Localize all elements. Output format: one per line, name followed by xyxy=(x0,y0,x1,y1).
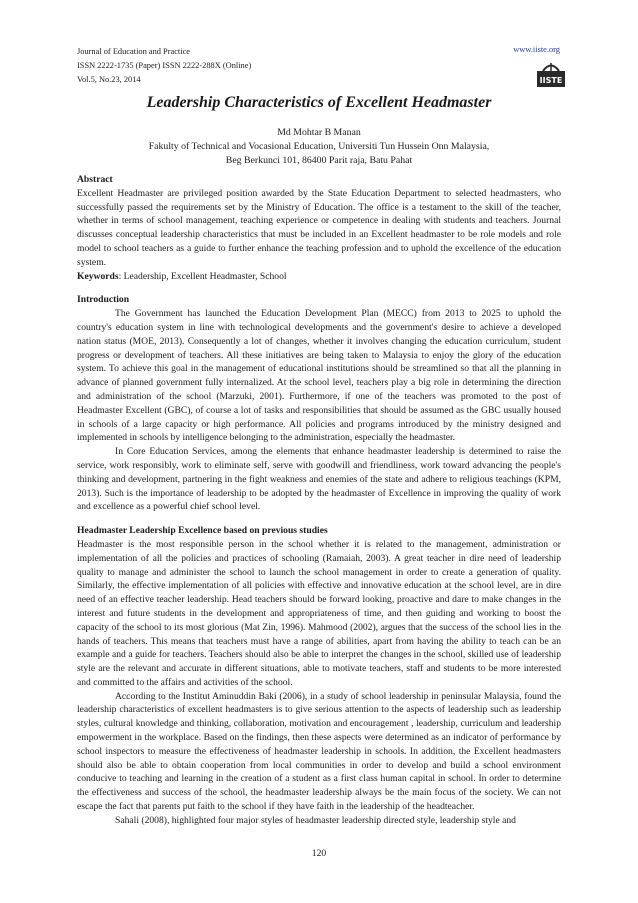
paper-title: Leadership Characteristics of Excellent Headmaster xyxy=(146,94,492,111)
page-number: 120 xyxy=(311,848,327,859)
author-affiliation: Fakulty of Technical and Vocasional Education, Universiti Tun Hussein Onn Malaysia, xyxy=(148,141,490,152)
paper-body xyxy=(77,173,561,828)
keywords-line xyxy=(77,270,561,284)
abstract-heading: Abstract xyxy=(77,174,113,185)
introduction-paragraph: In Core Education Services, among the elements that enhance headmaster leadership is determined to raise the service, work responsibly, work to eliminate self, serve with goodwill and friendliness, work toward advancing the people's thinking and development, partnering in the fight weakness and enemies of the state and adhere to religious teachings (KPM, 2013). Such is the importance of leadership to be adopted by the headmaster of Excellence in improving the quality of work and excellence as a powerful chief school level. xyxy=(77,446,561,513)
author-name: Md Mohtar B Manan xyxy=(277,127,361,138)
abstract-text: Excellent Headmaster are privileged position awarded by the State Education Department to selected headmasters, who successfully passed the requirements set by the Ministry of Education. The office is a testament to the skill of the teacher, whether in terms of school management, teaching experience or competence in dealing with students and teachers. Journal discusses conceptual leadership characteristics that must be included in an Excellent headmaster to be role models and role model to school teachers as a guide to further enhance the teaching profession and to uphold the excellence of the education system. xyxy=(77,187,561,268)
introduction-paragraph: The Government has launched the Education Development Plan (MECC) from 2013 to 2025 to uphold the country's education system in line with technological developments and the government's desire to achieve a developed nation status (MOE, 2013). Consequently a lot of changes, whether it involves changing the education curriculum, student progress or development of teachers. All these initiatives are being taken to Malaysia to enjoy the glory of the education system. To achieve this goal in the management of educational institutions should be streamlined so that all the planning in advance of planned government fully internalized. At the school level, teachers play a big role in determining the direction and administration of the school (Marzuki, 2001). Furthermore, if one of the teachers was promoted to the post of Headmaster Excellent (GBC), of course a lot of tasks and responsibilities that should be assumed as the GBC usually housed in schools of a large capacity or high performance. All policies and programs introduced by the ministry designed and implemented in schools by intelligence belonging to the administration, especially the headmaster. xyxy=(77,308,561,444)
logo-text: IISTE xyxy=(539,76,563,85)
journal-header xyxy=(77,45,251,87)
section-paragraph: According to the Institut Aminuddin Baki (2006), in a study of school leadership in peninsular Malaysia, found the leadership characteristics of excellent headmasters is to give serious attention to the aspects of leadership such as leadership styles, cultural knowledge and thinking, collaboration, motivation and encouragement , leadership, curriculum and leadership empowerment in the workplace. Based on the findings, then these aspects were determined as an indicator of performance by school inspectors to measure the effectiveness of headmaster leadership in schools. In addition, the Excellent headmasters should also be able to obtain cooperation from local communities in order to develop and build a school environment conducive to teaching and learning in the creation of a student as a first class human capital in school. In order to determine the effectiveness and success of the school, the headmaster leadership always be the main focus of the society. We can not escape the fact that parents put faith to the school if they have faith in the leadership of the headteacher. xyxy=(77,690,561,813)
keywords-text: : Leadership, Excellent Headmaster, School xyxy=(118,270,287,282)
journal-issn: ISSN 2222-1735 (Paper) ISSN 2222-288X (Online) xyxy=(77,61,252,70)
author-address: Beg Berkunci 101, 86400 Parit raja, Batu Pahat xyxy=(225,155,413,166)
section-paragraph: Headmaster is the most responsible person in the school whether it is related to the management, administration or implementation of all the policies and practices of schooling (Ramaiah, 2003). A great teacher in dire need of leadership quality to manage and administer the school to launch the school management in order to create a generation of quality. Similarly, the effective implementation of all policies with effective and innovative education at the school level, are in dire need of an effective teacher leadership. Head teachers should be forward looking, proactive and dare to make changes in the interest and future students in the development and appropriateness of time, and then guiding and working to boost the capacity of the school to its most glorious (Mat Zin, 1996). Mahmood (2002), argues that the success of the school lies in the hands of teachers. This means that teachers must have a range of abilities, apart from having the ability to teach can be an example and a guide for teachers. Teachers should also be able to interpret the changes in the school, skilled use of leadership style are the relevant and accurate in different situations, able to motivate teachers, staff and students to be more interested and committed to the affairs and activities of the school. xyxy=(77,538,561,688)
introduction-heading: Introduction xyxy=(77,294,130,306)
iiste-logo xyxy=(535,62,567,88)
section-heading: Headmaster Leadership Excellence based on previous studies xyxy=(77,525,328,537)
journal-volume: Vol.5, No.23, 2014 xyxy=(77,75,141,84)
section-paragraph: Sahali (2008), highlighted four major styles of headmaster leadership directed style, leadership style and xyxy=(115,814,516,826)
keywords-label: Keywords xyxy=(77,270,119,282)
author-block xyxy=(0,126,638,168)
journal-name: Journal of Education and Practice xyxy=(77,47,191,56)
journal-url-link[interactable]: www.iiste.org xyxy=(513,45,560,54)
